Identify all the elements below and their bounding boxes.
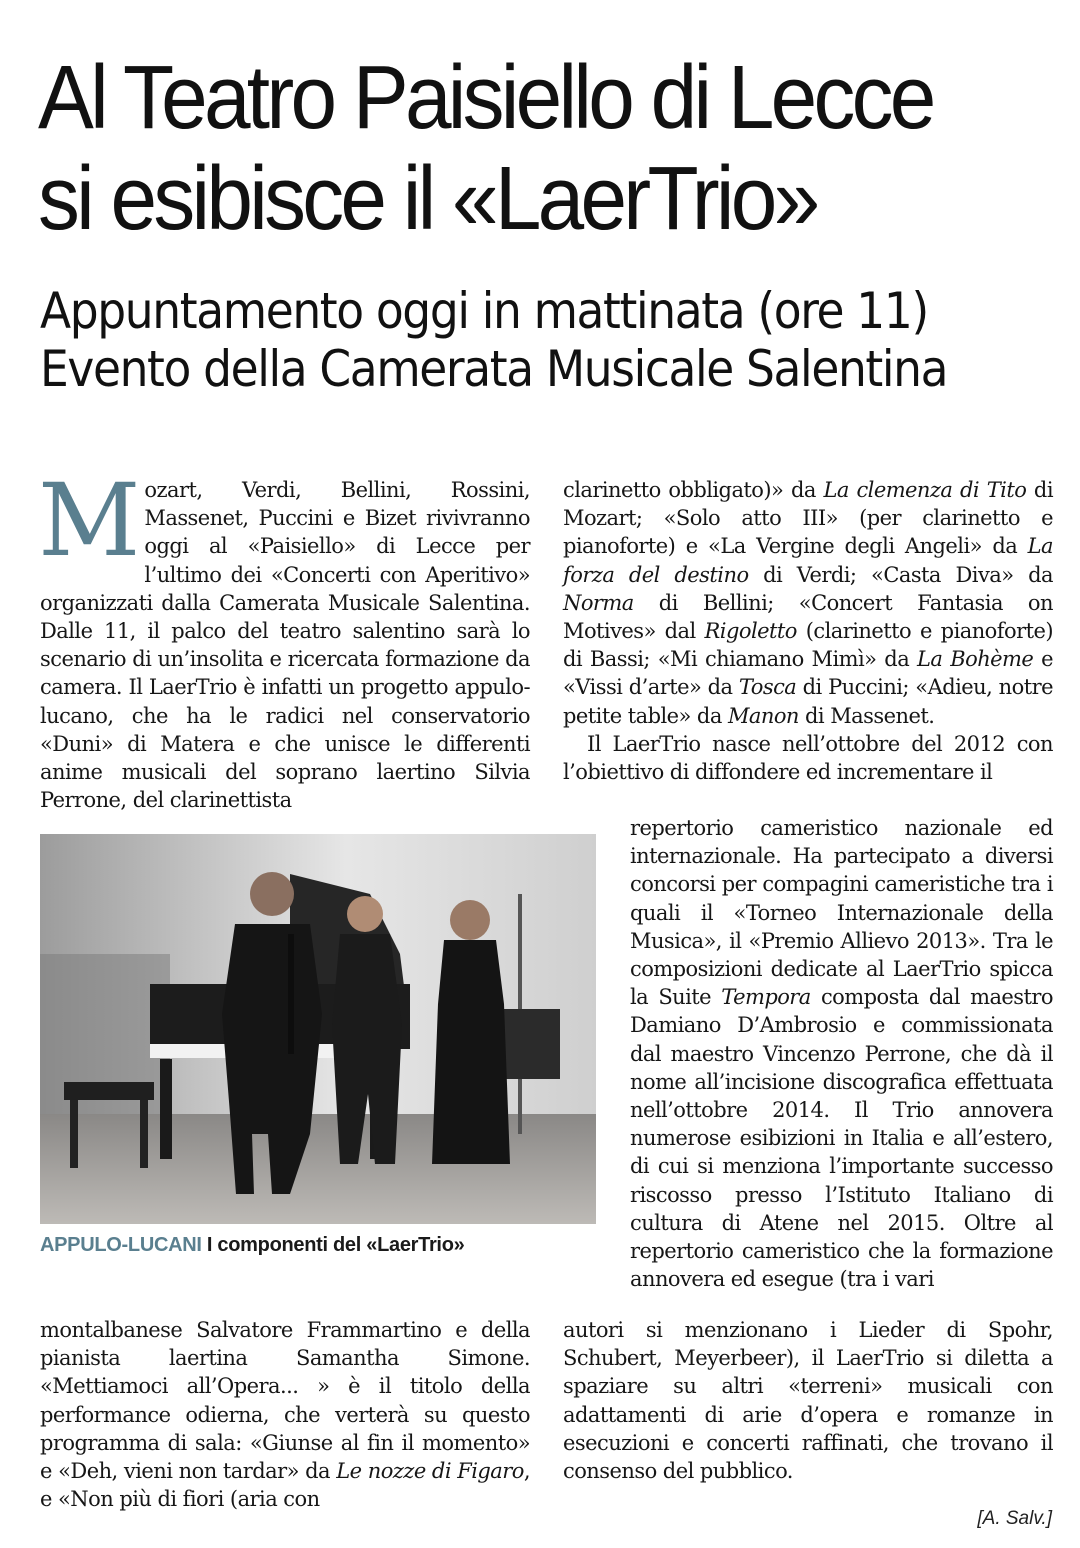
headline-line-1: Al Teatro Paisiello di Lecce xyxy=(38,48,933,148)
text-run: e «Vissi d’arte» da xyxy=(563,647,1054,700)
photo-caption xyxy=(40,1234,464,1257)
text-run: repertorio cameristico nazionale ed internazionale. Ha partecipato a diversi concorsi per compagini cameristiche tra i quali il «Torneo Internazionale della Musica», il «Premio Allievo 2013». Tra le composizioni dedicate al LaerTrio spicca la Suite xyxy=(630,816,1053,1010)
text-run: di Mozart; «Solo atto III» (per clarinetto e pianoforte) e «La Vergine degli Angeli» da xyxy=(563,478,1053,559)
text-run: di Bellini; «Concert Fantasia on Motives» dal xyxy=(563,590,1053,644)
subheadline-line-2: Evento della Camerata Musicale Salentina xyxy=(40,340,948,398)
lead-text: ozart, Verdi, Bellini, Rossini, Massenet, Puccini e Bizet rivivranno oggi al «Paisiello» di Lecce per l’ultimo dei «Concerti con Aperitivo» organizzati dalla Camerata Musicale Salentina. Dalle 11, il palco del teatro salentino sarà lo scenario di un’insolita e ricercata formazione da camera. Il LaerTrio è infatti un progetto appulo-lucano, che ha le radici nel conservatorio «Duni» di Matera e che unisce le differenti anime musicali del soprano laertino Silvia Perrone, del clarinettista xyxy=(40,478,530,813)
history-paragraph-start: Il LaerTrio nasce nell’ottobre del 2012 con l’obiettivo di diffondere ed incrementare il xyxy=(563,731,1053,785)
text-run: di Massenet. xyxy=(798,703,935,728)
column-2-top xyxy=(563,476,1053,786)
trio-photo xyxy=(40,834,596,1224)
text-run: di Verdi; «Casta Diva» da xyxy=(748,562,1053,587)
caption-text: I componenti del «LaerTrio» xyxy=(201,1234,465,1256)
concert-photo-image xyxy=(40,834,596,1224)
work-title: La Bohème xyxy=(917,647,1034,672)
work-title: La clemenza di Tito xyxy=(823,478,1027,502)
work-title: La forza del destino xyxy=(563,534,1053,587)
work-title: Manon xyxy=(727,703,799,728)
headline-line-2: si esibisce il «LaerTrio» xyxy=(38,149,817,249)
text-run: (clarinetto e pianoforte) di Bassi; «Mi chiamano Mimì» da xyxy=(563,619,1053,672)
author-signature: [A. Salv.] xyxy=(977,1508,1052,1529)
lead-paragraph xyxy=(38,462,530,814)
text-run: montalbanese Salvatore Frammartino e della pianista laertina Samantha Simone. «Mettiamoci all’Opera... » è il titolo della performance odierna, che verterà su questo programma di sala: «Giunse al fin il momento» e «Deh, vieni non tardar» da xyxy=(40,1318,530,1484)
headline xyxy=(38,48,977,250)
column-1-top xyxy=(38,462,530,814)
text-run: clarinetto obbligato)» da xyxy=(563,478,824,502)
history-paragraph-end: autori si menzionano i Lieder di Spohr, Schubert, Meyerbeer), il LaerTrio si diletta a spaziare su altri «terreni» musicali con adattamenti di arie d’opera e romanze in esecuzioni e concerti raffinati, che trovano il consenso del pubblico. xyxy=(563,1318,1053,1484)
subheadline xyxy=(40,282,977,398)
lead-paragraph-continued xyxy=(40,1316,530,1513)
drop-cap: M xyxy=(38,462,137,579)
work-title: Le nozze di Figaro xyxy=(336,1459,524,1484)
column-1-bottom xyxy=(40,1316,530,1513)
history-paragraph xyxy=(630,814,1053,1293)
text-run: , e «Non più di fiori (aria con xyxy=(40,1459,530,1512)
work-title: Tempora xyxy=(721,985,811,1010)
work-title: Rigoletto xyxy=(704,619,797,644)
text-run: di Puccini; «Adieu, notre petite table» da xyxy=(563,675,1053,728)
column-2-bottom xyxy=(563,1316,1053,1485)
program-paragraph xyxy=(563,476,1053,730)
work-title: Tosca xyxy=(738,675,797,700)
subheadline-line-1: Appuntamento oggi in mattinata (ore 11) xyxy=(40,282,928,340)
text-run: composta dal maestro Damiano D’Ambrosio e commissionata dal maestro Vincenzo Perrone, che dà il nome all’incisione discografica effettuata nell’ottobre 2014. Il Trio annovera numerose esibizioni in Italia e all’estero, di cui si menziona l’importante successo riscosso presso l’Istituto Italiano di cultura di Atene nel 2015. Oltre al repertorio cameristico che la formazione annovera ed esegue (tra i vari xyxy=(630,985,1053,1292)
work-title: Norma xyxy=(563,590,634,615)
caption-label: APPULO-LUCANI xyxy=(40,1234,202,1256)
column-2-indented xyxy=(630,814,1053,1293)
